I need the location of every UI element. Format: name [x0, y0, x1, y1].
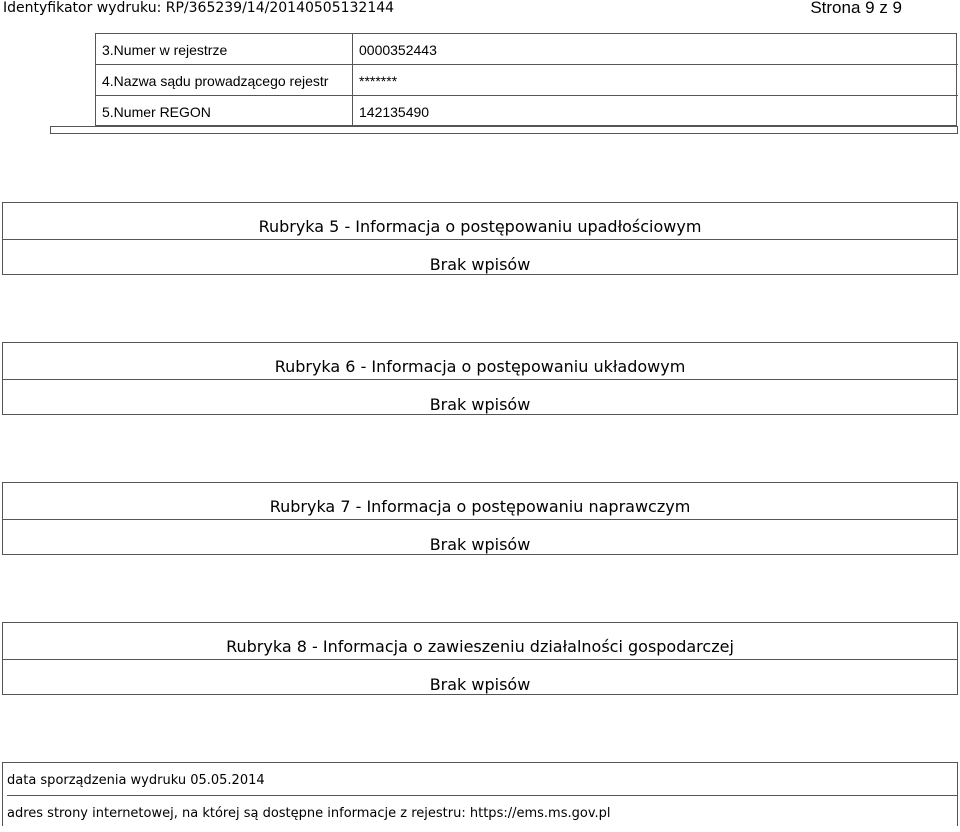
registry-row-value: 0000352443 [359, 42, 437, 58]
section-title: Rubryka 8 - Informacja o zawieszeniu działalności gospodarczej [3, 623, 957, 660]
registry-row-label: 5.Numer REGON [95, 96, 353, 126]
print-footer [2, 762, 958, 826]
registry-row-value: ******* [359, 73, 398, 89]
section-status: Brak wpisów [429, 255, 531, 274]
registry-table-bottom-rule [50, 126, 958, 134]
section-status: Brak wpisów [429, 395, 531, 414]
section-rubryka-8 [2, 622, 958, 695]
registry-row-label: 3.Numer w rejestrze [95, 34, 353, 64]
section-status: Brak wpisów [429, 535, 531, 554]
page-number: Strona 9 z 9 [810, 0, 902, 17]
registry-row [95, 65, 958, 95]
section-title: Rubryka 5 - Informacja o postępowaniu upadłościowym [3, 203, 957, 240]
registry-row-label: 4.Nazwa sądu prowadzącego rejestr [95, 65, 353, 95]
section-title: Rubryka 7 - Informacja o postępowaniu naprawczym [3, 483, 957, 520]
section-status: Brak wpisów [429, 675, 531, 694]
section-rubryka-7 [2, 482, 958, 555]
registry-website-note: adres strony internetowej, na której są dostępne informacje z rejestru: https://ems.ms.gov.pl [7, 806, 611, 821]
registry-row [95, 34, 958, 64]
page-header [0, 0, 960, 22]
print-identifier: Identyfikator wydruku: RP/365239/14/20140505132144 [3, 0, 395, 16]
section-rubryka-6 [2, 342, 958, 415]
section-title: Rubryka 6 - Informacja o postępowaniu układowym [3, 343, 957, 380]
section-rubryka-5 [2, 202, 958, 275]
registry-row-value: 142135490 [359, 104, 430, 120]
print-date: data sporządzenia wydruku 05.05.2014 [7, 763, 957, 796]
registry-row [95, 96, 958, 126]
